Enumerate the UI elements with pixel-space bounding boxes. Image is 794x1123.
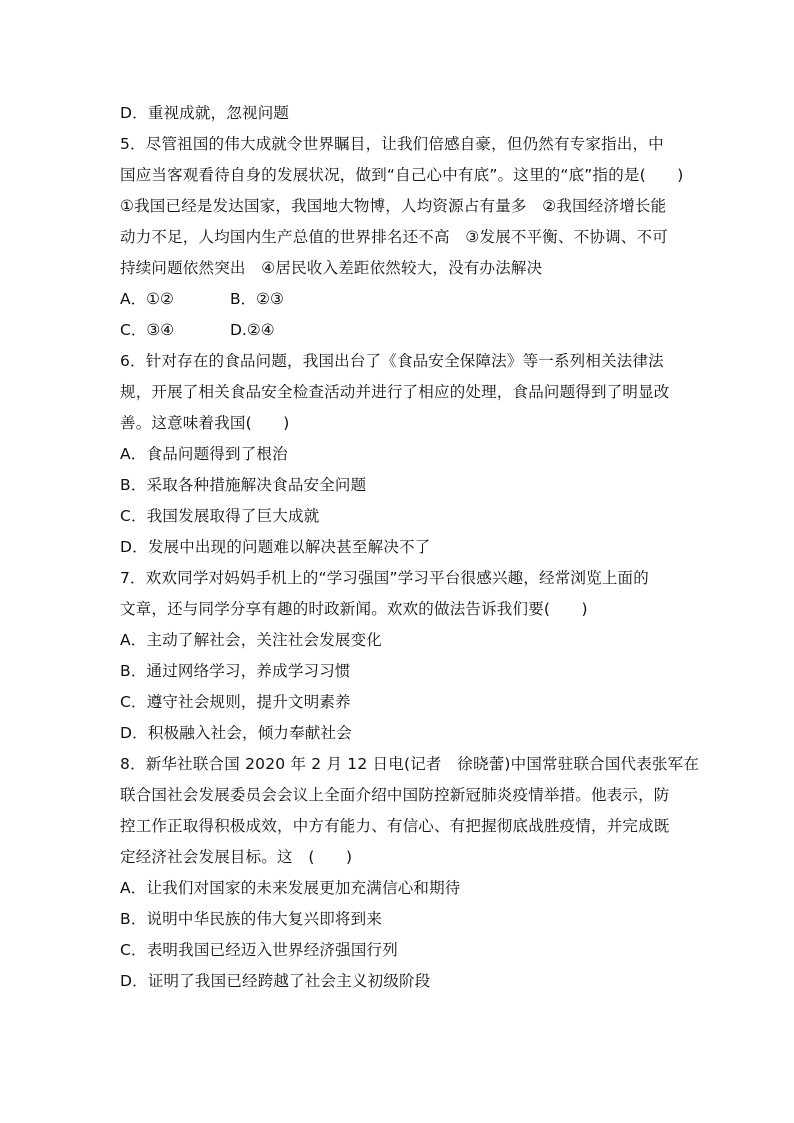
q8-option-a: A．让我们对国家的未来发展更加充满信心和期待 [120,879,461,897]
question-5 [120,129,684,346]
q6-stem-line: 6．针对存在的食品问题，我国出台了《食品安全保障法》等一系列相关法律法 [120,352,664,370]
q5-option-a: A．①② [120,290,174,308]
q7-option-b: B．通过网络学习，养成学习习惯 [120,662,351,680]
q5-stem-line: 动力不足，人均国内生产总值的世界排名还不高 ③发展不平衡、不协调、不可 [120,228,668,246]
q5-stem-line: 5．尽管祖国的伟大成就令世界瞩目，让我们倍感自豪，但仍然有专家指出，中 [120,135,664,153]
q8-stem-line: 8．新华社联合国 2020 年 2 月 12 日电(记者 徐晓蕾)中国常驻联合国代表张军在 [120,755,700,773]
question-content [120,98,700,997]
question-8 [120,749,700,997]
q5-options-row-2 [120,315,680,346]
q5-stem-line: 持续问题依然突出 ④居民收入差距依然较大，没有办法解决 [120,259,543,277]
q5-stem-line: 国应当客观看待自身的发展状况，做到“自己心中有底”。这里的“底”指的是( ) [120,166,684,184]
q6-stem-line: 善。这意味着我国( ) [120,414,290,432]
q5-option-c: C．③④ [120,321,175,339]
q8-stem-line: 定经济社会发展目标。这 ( ) [120,848,353,866]
q5-option-b: B．②③ [230,290,284,308]
q8-option-d: D．证明了我国已经跨越了社会主义初级阶段 [120,972,431,990]
question-6 [120,346,680,563]
q5-stem-line: ①我国已经是发达国家，我国地大物博，人均资源占有量多 ②我国经济增长能 [120,197,667,215]
q6-option-d: D．发展中出现的问题难以解决甚至解决不了 [120,538,431,556]
q7-option-c: C．遵守社会规则，提升文明素养 [120,693,351,711]
q8-stem-line: 联合国社会发展委员会会议上全面介绍中国防控新冠肺炎疫情举措。他表示，防 [120,786,670,804]
q5-option-d: D.②④ [230,321,275,339]
q8-option-c: C．表明我国已经迈入世界经济强国行列 [120,941,398,959]
q4-option-d: D．重视成就，忽视问题 [120,104,290,122]
q7-option-a: A．主动了解社会，关注社会发展变化 [120,631,383,649]
q8-stem-line: 控工作正取得积极成效，中方有能力、有信心、有把握彻底战胜疫情，并完成既 [120,817,670,835]
q6-stem-line: 规，开展了相关食品安全检查活动并进行了相应的处理，食品问题得到了明显改 [120,383,670,401]
q8-option-b: B．说明中华民族的伟大复兴即将到来 [120,910,383,928]
q6-option-b: B．采取各种措施解决食品安全问题 [120,476,367,494]
q7-option-d: D．积极融入社会，倾力奉献社会 [120,724,352,742]
q7-stem-line: 7．欢欢同学对妈妈手机上的“学习强国”学习平台很感兴趣，经常浏览上面的 [120,569,649,587]
question-7 [120,563,680,749]
q7-stem-line: 文章，还与同学分享有趣的时政新闻。欢欢的做法告诉我们要( ) [120,600,588,618]
q6-option-a: A．食品问题得到了根治 [120,445,288,463]
q6-option-c: C．我国发展取得了巨大成就 [120,507,320,525]
q5-options-row-1 [120,284,680,315]
